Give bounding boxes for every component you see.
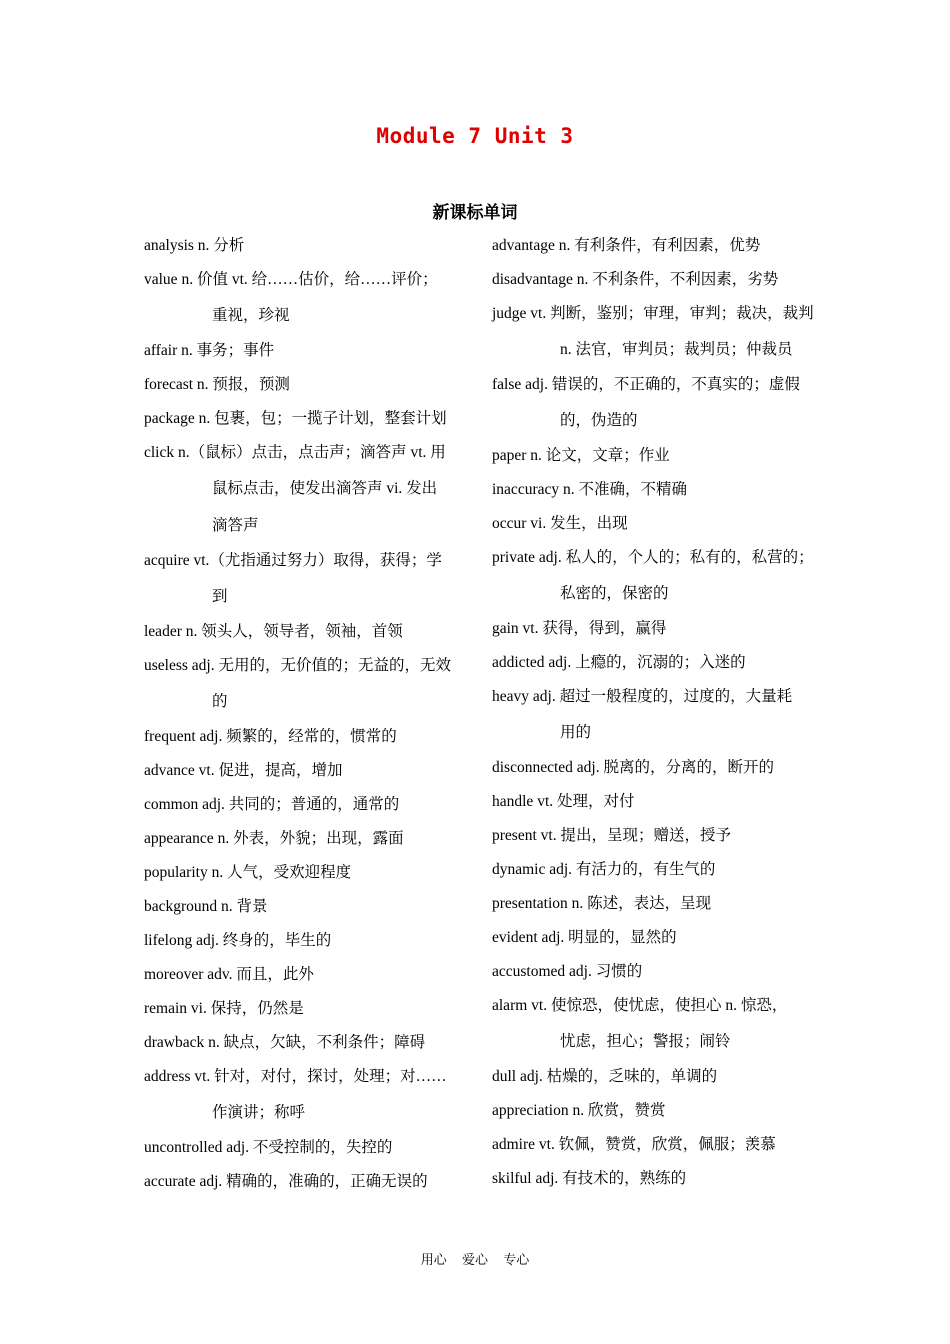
vocab-entry xyxy=(144,334,464,368)
vocab-entry xyxy=(492,612,822,646)
vocab-entry-continuation: 的 xyxy=(212,693,228,710)
vocab-entry xyxy=(492,955,822,989)
vocab-entry xyxy=(144,1026,464,1060)
vocab-entry xyxy=(492,541,822,612)
vocab-entry-line: appearance n. 外表，外貌；出现，露面 xyxy=(144,830,404,847)
vocab-entry xyxy=(144,615,464,649)
vocab-entry xyxy=(492,439,822,473)
vocab-entry-line: affair n. 事务；事件 xyxy=(144,342,275,359)
vocab-entry-line: uncontrolled adj. 不受控制的，失控的 xyxy=(144,1139,393,1156)
vocab-entry xyxy=(144,1060,464,1131)
vocab-entry xyxy=(144,890,464,924)
vocab-entry xyxy=(144,754,464,788)
vocab-entry-line: appreciation n. 欣赏，赞赏 xyxy=(492,1102,666,1119)
vocab-entry xyxy=(144,544,464,615)
vocab-entry xyxy=(492,819,822,853)
vocab-entry xyxy=(144,649,464,720)
vocab-entry-continuation: 重视，珍视 xyxy=(212,307,290,324)
vocab-entry xyxy=(492,368,822,439)
vocab-entry xyxy=(144,229,464,263)
vocab-entry-line: dull adj. 枯燥的，乏味的，单调的 xyxy=(492,1068,718,1085)
vocab-entry-continuation: 的，伪造的 xyxy=(560,412,638,429)
vocab-entry-line: popularity n. 人气，受欢迎程度 xyxy=(144,864,352,881)
vocab-entry xyxy=(144,436,464,544)
vocab-entry xyxy=(144,856,464,890)
vocab-entry-line: useless adj. 无用的，无价值的；无益的，无效 xyxy=(144,657,451,674)
page-footer: 用心 爱心 专心 xyxy=(420,1252,530,1267)
vocab-entry-line: acquire vt.（尤指通过努力）取得，获得；学 xyxy=(144,552,442,569)
vocab-entry-line: advance vt. 促进，提高，增加 xyxy=(144,762,343,779)
vocab-entry xyxy=(144,924,464,958)
vocab-entry xyxy=(144,720,464,754)
vocab-entry-line: false adj. 错误的，不正确的，不真实的；虚假 xyxy=(492,376,800,393)
vocab-entry-line: remain vi. 保持，仍然是 xyxy=(144,1000,304,1017)
vocab-entry-line: accustomed adj. 习惯的 xyxy=(492,963,643,980)
vocab-entry-line: lifelong adj. 终身的，毕生的 xyxy=(144,932,332,949)
vocab-entry xyxy=(144,1165,464,1199)
vocab-entry xyxy=(492,1162,822,1196)
vocab-entry-line: address vt. 针对，对付，探讨，处理；对…… xyxy=(144,1068,447,1085)
vocab-entry xyxy=(492,1128,822,1162)
vocab-entry-line: leader n. 领头人，领导者，领袖，首领 xyxy=(144,623,403,640)
vocab-entry-line: analysis n. 分析 xyxy=(144,237,245,254)
vocab-entry-line: click n.（鼠标）点击，点击声；滴答声 vt. 用 xyxy=(144,444,446,461)
vocab-entry-line: addicted adj. 上瘾的，沉溺的；入迷的 xyxy=(492,654,746,671)
vocab-entry-continuation: 私密的，保密的 xyxy=(560,585,669,602)
vocab-entry-line: package n. 包裹，包；一揽子计划，整套计划 xyxy=(144,410,447,427)
vocab-entry xyxy=(492,751,822,785)
vocab-entry xyxy=(492,887,822,921)
vocab-entry-line: present vt. 提出，呈现；赠送，授予 xyxy=(492,827,731,844)
vocab-entry-line: private adj. 私人的，个人的；私有的，私营的； xyxy=(492,549,814,566)
vocab-entry-line: disconnected adj. 脱离的，分离的，断开的 xyxy=(492,759,774,776)
vocab-entry-line: judge vt. 判断，鉴别；审理，审判；裁决，裁判 xyxy=(492,305,814,322)
vocab-entry xyxy=(144,958,464,992)
vocab-entry-continuation: n. 法官，审判员；裁判员；仲裁员 xyxy=(560,341,793,358)
vocab-entry xyxy=(492,921,822,955)
vocab-entry-continuation: 用的 xyxy=(560,724,592,741)
vocab-entry xyxy=(492,646,822,680)
vocab-entry xyxy=(492,297,822,368)
vocab-entry-continuation: 鼠标点击，使发出滴答声 vi. 发出 xyxy=(212,480,438,497)
vocab-entry xyxy=(144,992,464,1026)
vocab-entry-line: inaccuracy n. 不准确，不精确 xyxy=(492,481,687,498)
vocab-entry xyxy=(144,402,464,436)
vocab-entry xyxy=(144,263,464,334)
vocab-entry-line: disadvantage n. 不利条件，不利因素，劣势 xyxy=(492,271,779,288)
vocab-entry-line: occur vi. 发生，出现 xyxy=(492,515,628,532)
vocab-entry xyxy=(144,1131,464,1165)
vocab-entry xyxy=(492,1060,822,1094)
vocab-entry-line: alarm vt. 使惊恐，使忧虑，使担心 n. 惊恐， xyxy=(492,997,788,1014)
vocab-entry-line: value n. 价值 vt. 给……估价，给……评价； xyxy=(144,271,438,288)
vocab-entry-line: evident adj. 明显的，显然的 xyxy=(492,929,677,946)
vocab-entry-line: presentation n. 陈述，表达，呈现 xyxy=(492,895,712,912)
vocab-entry xyxy=(144,368,464,402)
page-title: Module 7 Unit 3 xyxy=(376,124,574,148)
vocab-entry-line: admire vt. 钦佩，赞赏，欣赏，佩服；羡慕 xyxy=(492,1136,776,1153)
vocab-column-right xyxy=(492,229,822,1196)
vocab-entry-line: handle vt. 处理，对付 xyxy=(492,793,635,810)
vocab-entry xyxy=(492,473,822,507)
vocab-entry-line: heavy adj. 超过一般程度的，过度的，大量耗 xyxy=(492,688,793,705)
vocab-entry xyxy=(144,788,464,822)
vocab-entry-line: common adj. 共同的；普通的，通常的 xyxy=(144,796,400,813)
vocab-entry xyxy=(492,263,822,297)
vocab-entry-line: gain vt. 获得，得到，赢得 xyxy=(492,620,667,637)
vocab-entry-line: dynamic adj. 有活力的，有生气的 xyxy=(492,861,716,878)
vocab-entry-line: advantage n. 有利条件，有利因素，优势 xyxy=(492,237,761,254)
vocab-entry-line: forecast n. 预报，预测 xyxy=(144,376,290,393)
section-heading: 新课标单词 xyxy=(432,203,518,222)
vocab-entry-line: skilful adj. 有技术的，熟练的 xyxy=(492,1170,687,1187)
vocab-entry xyxy=(492,785,822,819)
vocab-entry-continuation: 到 xyxy=(212,588,228,605)
vocab-entry xyxy=(492,853,822,887)
vocab-entry-continuation: 滴答声 xyxy=(212,517,259,534)
vocab-entry-line: accurate adj. 精确的，准确的，正确无误的 xyxy=(144,1173,428,1190)
vocab-entry xyxy=(492,507,822,541)
vocab-entry-continuation: 作演讲；称呼 xyxy=(212,1104,306,1121)
vocab-entry-line: drawback n. 缺点，欠缺，不利条件；障碍 xyxy=(144,1034,426,1051)
vocab-entry xyxy=(492,1094,822,1128)
vocab-entry xyxy=(492,989,822,1060)
vocab-entry-line: background n. 背景 xyxy=(144,898,268,915)
vocab-entry-continuation: 忧虑，担心；警报；闹铃 xyxy=(560,1033,731,1050)
vocab-entry-line: moreover adv. 而且，此外 xyxy=(144,966,314,983)
vocab-entry xyxy=(144,822,464,856)
vocab-entry-line: paper n. 论文，文章；作业 xyxy=(492,447,670,464)
vocab-entry xyxy=(492,680,822,751)
vocab-entry-line: frequent adj. 频繁的，经常的，惯常的 xyxy=(144,728,397,745)
vocab-column-left xyxy=(144,229,464,1199)
vocab-entry xyxy=(492,229,822,263)
